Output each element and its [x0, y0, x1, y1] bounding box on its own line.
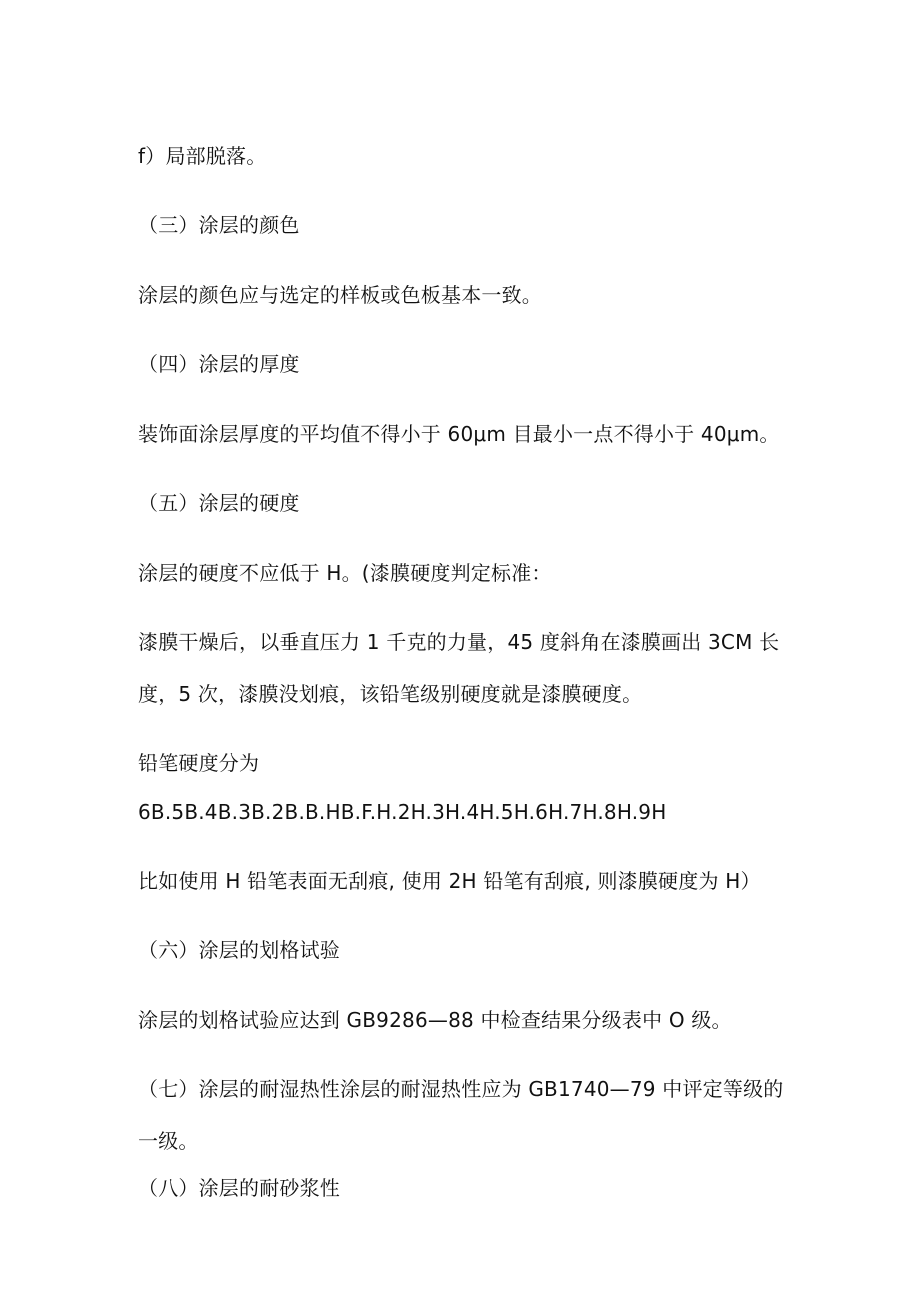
- paragraph-pencil-grades-label: 铅笔硬度分为: [138, 751, 260, 775]
- paragraph-crosscut: 涂层的划格试验应达到 GB9286—88 中检查结果分级表中 O 级。: [138, 1008, 732, 1032]
- section-heading-6: （六）涂层的划格试验: [138, 938, 340, 962]
- paragraph-example: 比如使用 H 铅笔表面无刮痕, 使用 2H 铅笔有刮痕, 则漆膜硬度为 H）: [138, 869, 761, 893]
- section-heading-4: （四）涂层的厚度: [138, 352, 300, 376]
- list-item-f: f）局部脱落。: [138, 144, 267, 168]
- paragraph-pencil-grades: 6B.5B.4B.3B.2B.B.HB.F.H.2H.3H.4H.5H.6H.7H.8H.9H: [138, 800, 667, 824]
- paragraph-hardness-method: 漆膜干燥后，以垂直压力 1 千克的力量，45 度斜角在漆膜画出 3CM 长度，5 次，漆膜没划痕，该铅笔级别硬度就是漆膜硬度。: [138, 630, 780, 706]
- section-heading-8: （八）涂层的耐砂浆性: [138, 1176, 340, 1200]
- section-heading-5: （五）涂层的硬度: [138, 491, 300, 515]
- paragraph-humidity: （七）涂层的耐湿热性涂层的耐湿热性应为 GB1740—79 中评定等级的一级。: [138, 1077, 784, 1153]
- paragraph-color: 涂层的颜色应与选定的样板或色板基本一致。: [138, 283, 542, 307]
- paragraph-hardness: 涂层的硬度不应低于 H。(漆膜硬度判定标准：: [138, 561, 552, 585]
- paragraph-thickness: 装饰面涂层厚度的平均值不得小于 60μm 目最小一点不得小于 40μm。: [138, 422, 780, 446]
- section-heading-3: （三）涂层的颜色: [138, 213, 300, 237]
